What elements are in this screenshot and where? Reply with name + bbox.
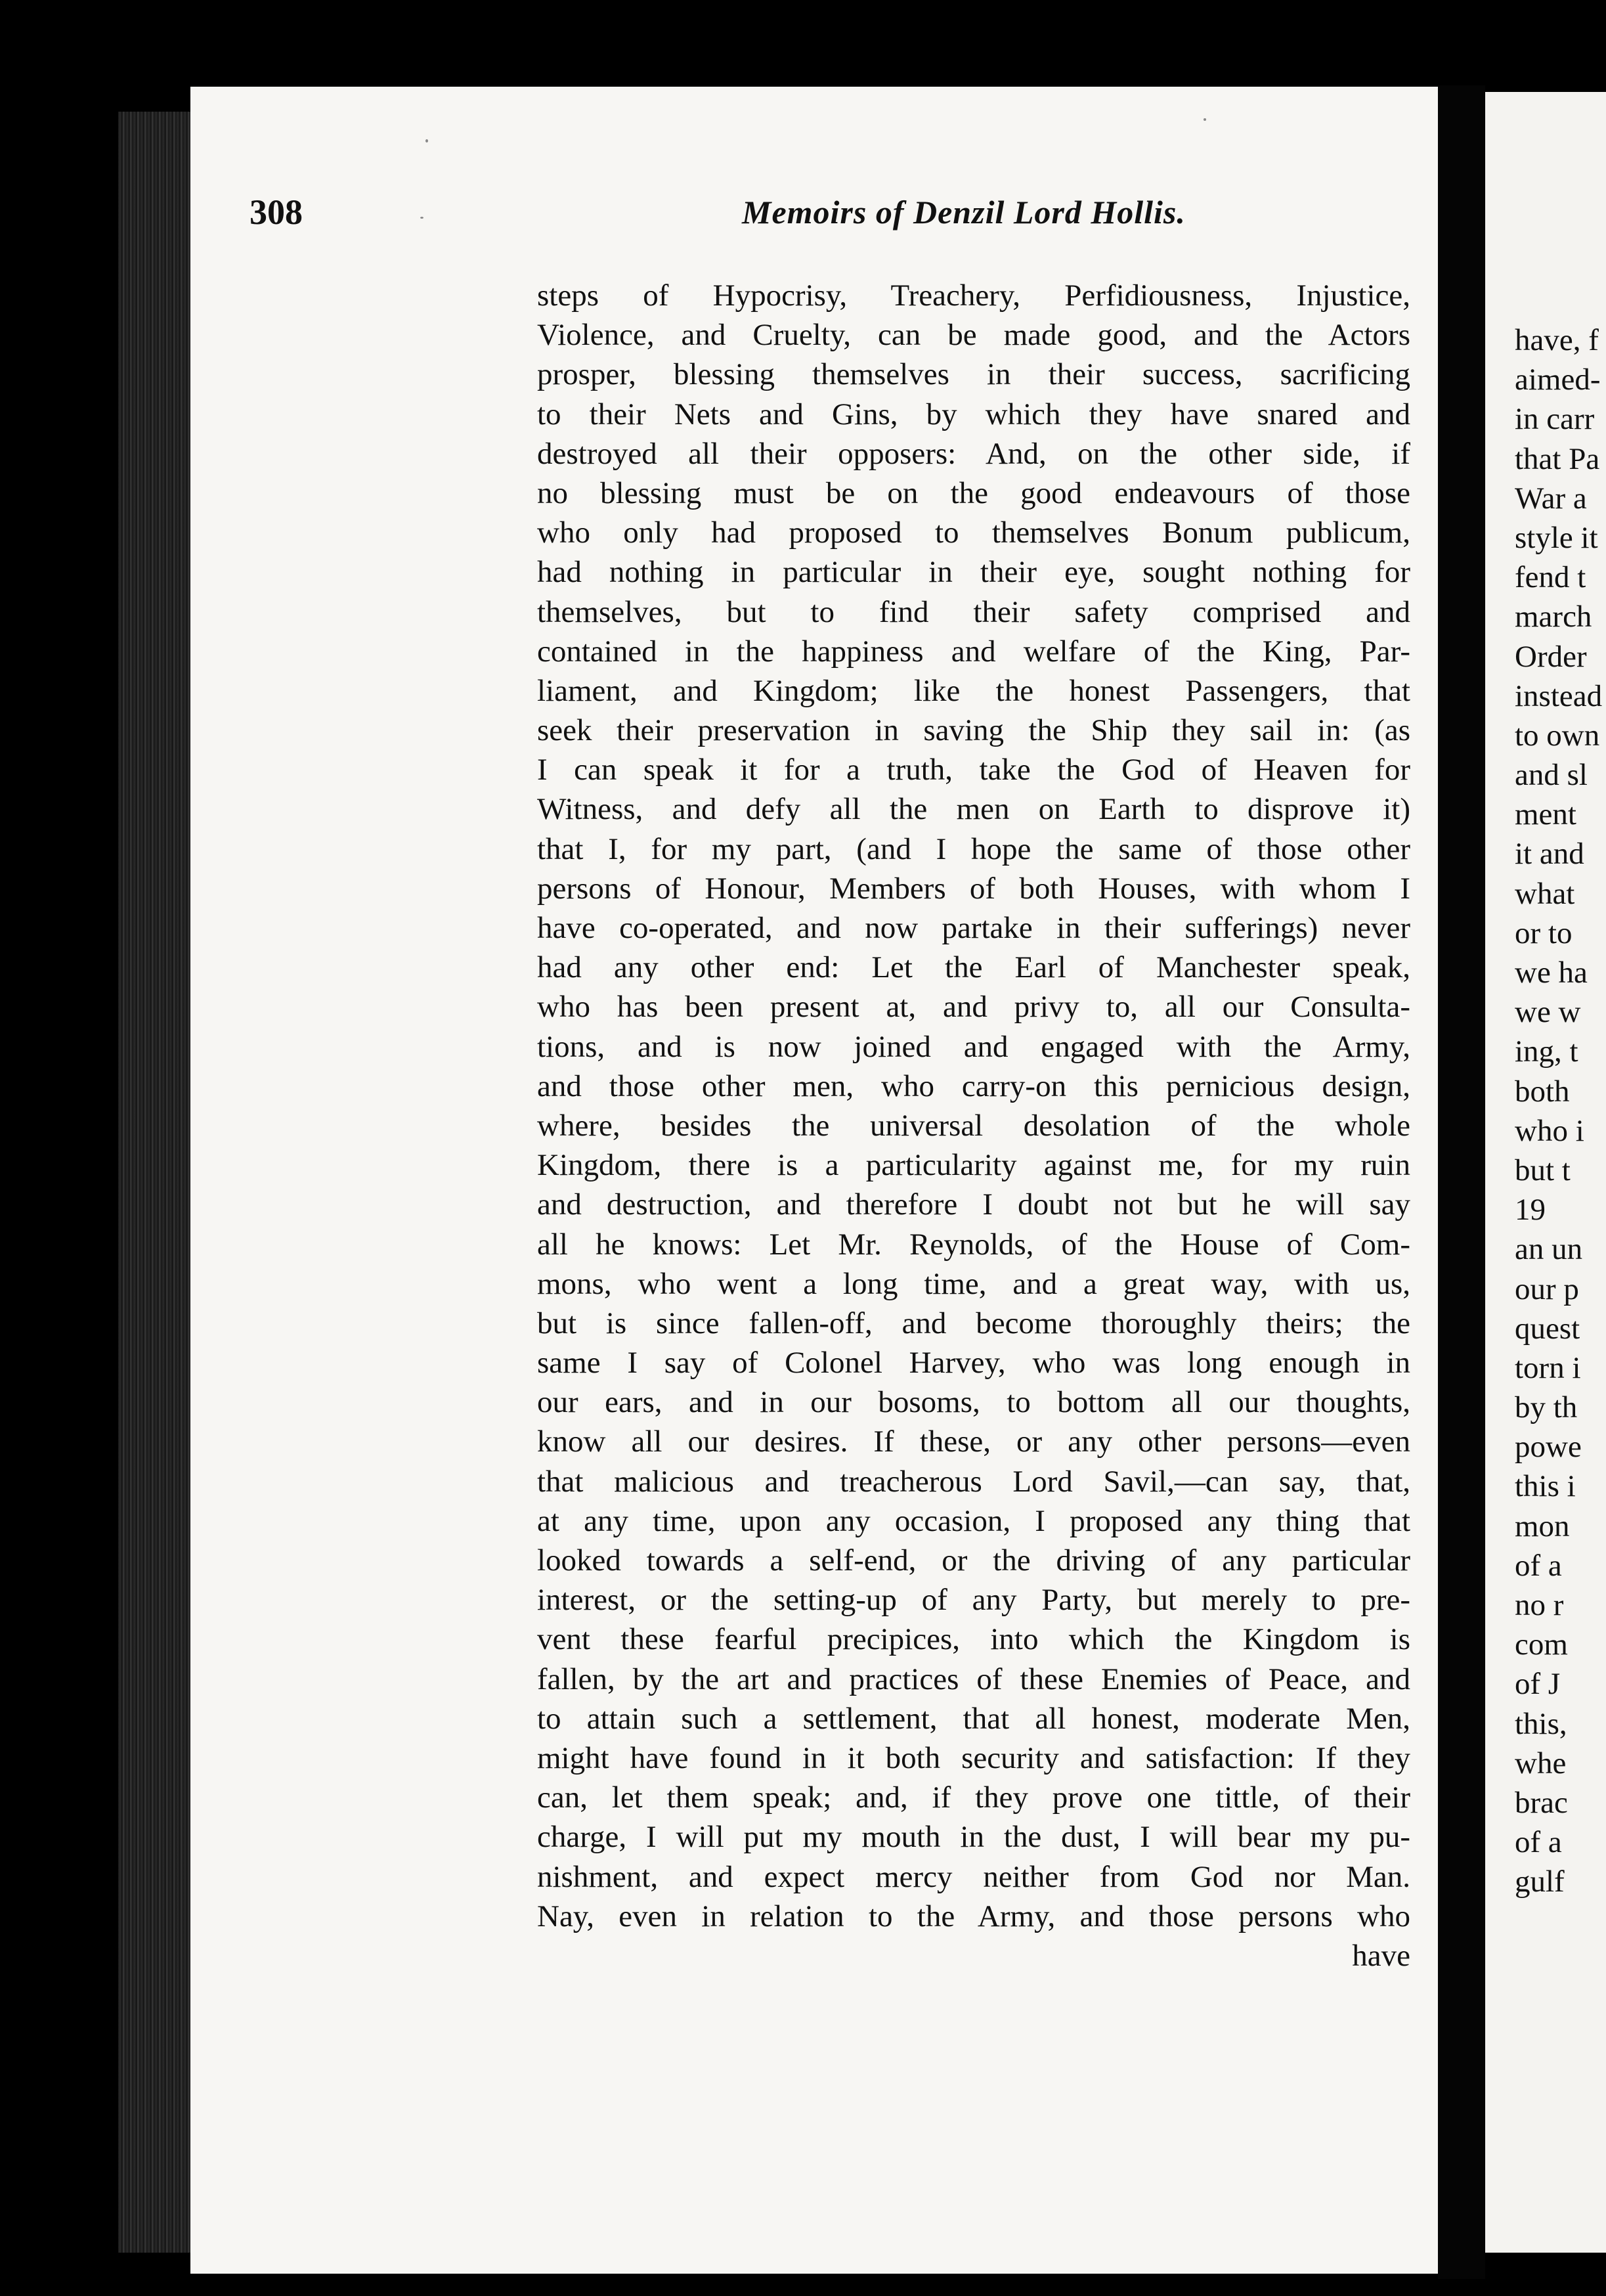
text-line: tions, and is now joined and engaged with the Army, — [537, 1029, 1410, 1064]
facing-text-line: we w — [1515, 995, 1581, 1030]
text-line: can, let them speak; and, if they prove one tittle, of their — [537, 1780, 1410, 1815]
text-line: might have found in it both security and satisfaction: If they — [537, 1740, 1410, 1775]
text-line: that malicious and treacherous Lord Savil,—can say, that, — [537, 1464, 1410, 1499]
text-line: no blessing must be on the good endeavours of those — [537, 475, 1410, 510]
facing-text-line: by th — [1515, 1390, 1578, 1425]
text-line: had any other end: Let the Earl of Manchester speak, — [537, 950, 1410, 985]
facing-text-line: powe — [1515, 1430, 1582, 1465]
facing-text-line: we ha — [1515, 956, 1588, 990]
facing-text-line: no r — [1515, 1588, 1564, 1622]
text-line: I can speak it for a truth, take the God of Heaven for — [537, 753, 1410, 787]
facing-text-line: of J — [1515, 1667, 1561, 1702]
page-edges — [118, 112, 194, 2253]
text-line: where, besides the universal desolation of the whole — [537, 1108, 1410, 1143]
facing-text-line: that Pa — [1515, 441, 1600, 476]
facing-text-line: com — [1515, 1627, 1568, 1662]
facing-text-line: Order — [1515, 639, 1587, 674]
facing-page-text — [1515, 320, 1602, 1902]
text-line: at any time, upon any occasion, I proposed any thing that — [537, 1503, 1410, 1538]
facing-page — [1485, 92, 1606, 2253]
facing-text-line: torn i — [1515, 1350, 1581, 1385]
text-line: interest, or the setting-up of any Party, but merely to pre- — [537, 1583, 1410, 1618]
ink-speck — [425, 139, 428, 143]
facing-text-line: our p — [1515, 1271, 1579, 1306]
facing-text-line: have, f — [1515, 323, 1599, 357]
facing-text-line: what — [1515, 876, 1575, 911]
running-head: Memoirs of Denzil Lord Hollis. — [742, 194, 1186, 231]
facing-text-line: this, — [1515, 1706, 1567, 1741]
text-line: charge, I will put my mouth in the dust, I will bear my pu- — [537, 1820, 1410, 1855]
text-line: themselves, but to find their safety comprised and — [537, 594, 1410, 629]
facing-text-line: War a — [1515, 481, 1587, 516]
facing-text-line: aimed- — [1515, 363, 1601, 397]
facing-text-line: both — [1515, 1074, 1570, 1109]
facing-text-line: of a — [1515, 1825, 1562, 1860]
text-line: vent these fearful precipices, into which the Kingdom is — [537, 1622, 1410, 1657]
text-line: contained in the happiness and welfare of the King, Par- — [537, 634, 1410, 669]
facing-text-line: in carr — [1515, 402, 1595, 437]
facing-text-line: who i — [1515, 1113, 1584, 1148]
facing-text-line: fend t — [1515, 560, 1586, 595]
facing-text-line: march — [1515, 600, 1592, 634]
text-line: know all our desires. If these, or any other persons—even — [537, 1424, 1410, 1459]
text-line: persons of Honour, Members of both Houses, with whom I — [537, 871, 1410, 906]
facing-text-line: 19 — [1515, 1193, 1546, 1227]
text-line: same I say of Colonel Harvey, who was long enough in — [537, 1346, 1410, 1380]
text-line: destroyed all their opposers: And, on the other side, if — [537, 436, 1410, 471]
ink-speck — [1204, 118, 1206, 121]
text-line: who only had proposed to themselves Bonum publicum, — [537, 516, 1410, 550]
text-line: Witness, and defy all the men on Earth to disprove it) — [537, 792, 1410, 827]
text-line: all he knows: Let Mr. Reynolds, of the House of Com- — [537, 1227, 1410, 1262]
text-line: and destruction, and therefore I doubt not but he will say — [537, 1187, 1410, 1222]
facing-text-line: mon — [1515, 1509, 1570, 1543]
text-line: nishment, and expect mercy neither from God nor Man. — [537, 1859, 1410, 1894]
text-line: who has been present at, and privy to, all our Consulta- — [537, 990, 1410, 1025]
text-line: Violence, and Cruelty, can be made good, and the Actors — [537, 318, 1410, 353]
facing-text-line: brac — [1515, 1785, 1568, 1820]
text-line: Nay, even in relation to the Army, and those persons who — [537, 1899, 1410, 1933]
facing-text-line: or to — [1515, 916, 1573, 950]
facing-text-line: gulf — [1515, 1865, 1565, 1899]
text-line: liament, and Kingdom; like the honest Passengers, that — [537, 673, 1410, 708]
text-line: seek their preservation in saving the Ship they sail in: (as — [537, 713, 1410, 748]
facing-text-line: ment — [1515, 797, 1576, 832]
text-line: and those other men, who carry-on this pernicious design, — [537, 1069, 1410, 1103]
facing-text-line: it and — [1515, 837, 1584, 872]
facing-text-line: instead — [1515, 678, 1603, 713]
facing-text-line: ing, t — [1515, 1034, 1578, 1069]
catchword: have — [1352, 1938, 1410, 1973]
facing-text-line: and sl — [1515, 758, 1588, 793]
text-line: but is since fallen-off, and become thoroughly theirs; the — [537, 1306, 1410, 1340]
text-line: steps of Hypocrisy, Treachery, Perfidiousness, Injustice, — [537, 278, 1410, 313]
text-line: looked towards a self-end, or the driving of any particular — [537, 1543, 1410, 1578]
book-gutter — [1438, 85, 1485, 2279]
text-line: fallen, by the art and practices of these Enemies of Peace, and — [537, 1662, 1410, 1696]
page-number: 308 — [250, 192, 303, 232]
body-text — [537, 276, 1410, 1976]
text-line: prosper, blessing themselves in their success, sacrificing — [537, 357, 1410, 392]
facing-text-line: this i — [1515, 1469, 1576, 1504]
text-line: mons, who went a long time, and a great way, with us, — [537, 1266, 1410, 1301]
facing-text-line: an un — [1515, 1232, 1583, 1267]
facing-text-line: whe — [1515, 1746, 1567, 1780]
text-line: to their Nets and Gins, by which they have snared and — [537, 397, 1410, 431]
facing-text-line: quest — [1515, 1311, 1580, 1346]
text-line: our ears, and in our bosoms, to bottom all our thoughts, — [537, 1385, 1410, 1420]
text-line: to attain such a settlement, that all honest, moderate Men, — [537, 1701, 1410, 1736]
text-line: have co-operated, and now partake in their sufferings) never — [537, 911, 1410, 945]
facing-text-line: but t — [1515, 1153, 1571, 1187]
facing-text-line: style it — [1515, 520, 1598, 555]
facing-text-line: of a — [1515, 1548, 1562, 1583]
text-line: Kingdom, there is a particularity against me, for my ruin — [537, 1148, 1410, 1183]
ink-speck — [420, 217, 423, 219]
text-line: that I, for my part, (and I hope the same of those other — [537, 831, 1410, 866]
text-line: had nothing in particular in their eye, sought nothing for — [537, 555, 1410, 590]
facing-text-line: to own — [1515, 718, 1600, 753]
